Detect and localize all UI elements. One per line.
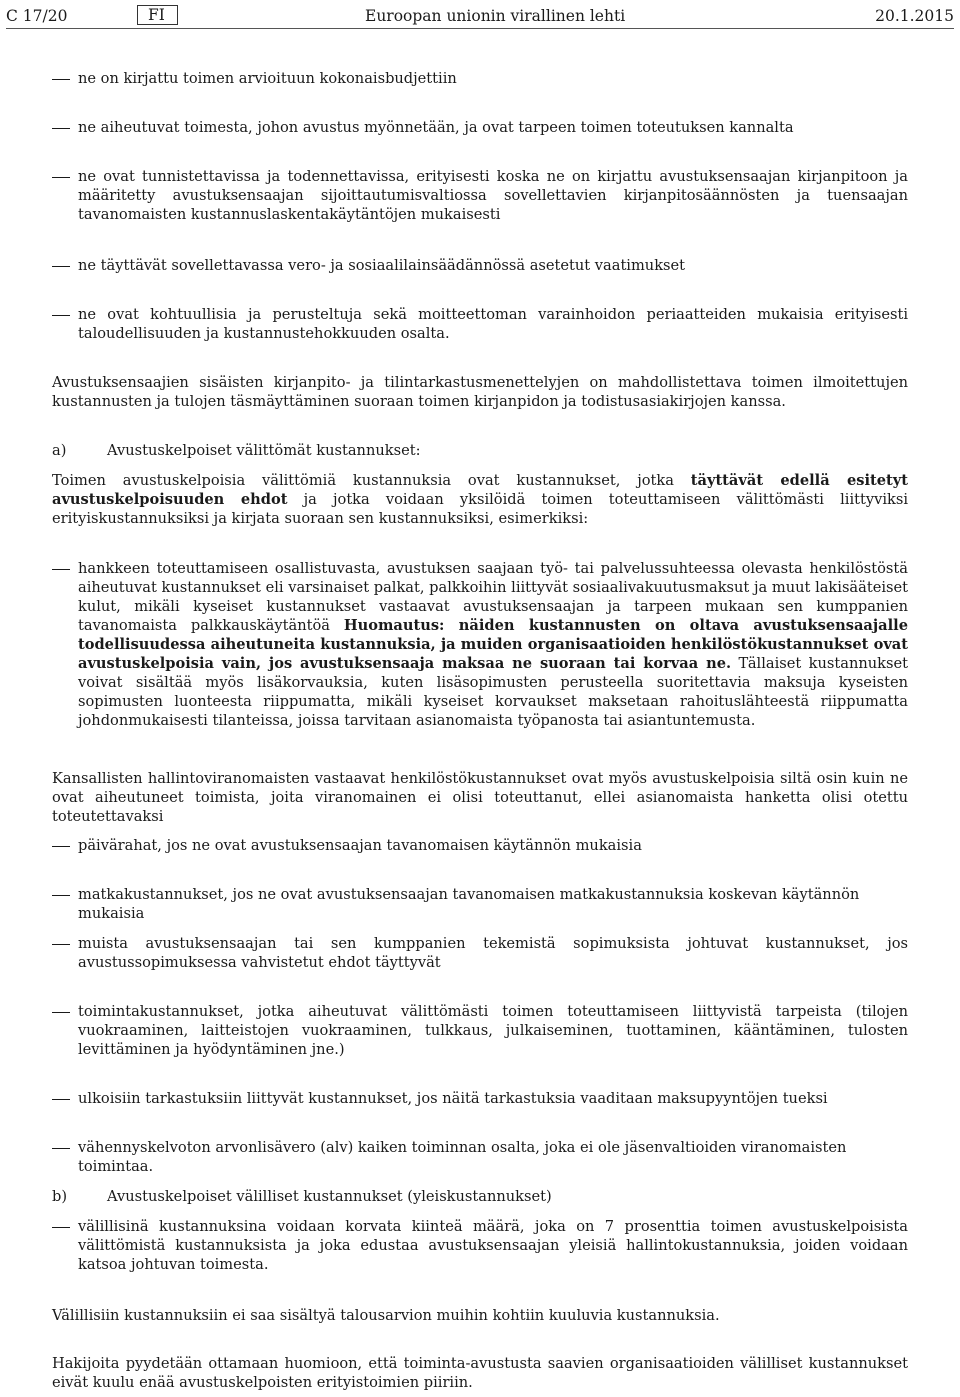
national-authorities-paragraph: Kansallisten hallintoviranomaisten vastaavat henkilöstökustannukset ovat myös avustuskelpoisia siltä osin kuin ne ovat aiheutuneet toimista, joita viranomainen ei olisi toteuttanut, ellei asianomaista hanketta olisi otettu toteutettavaksi (52, 770, 908, 825)
language-code-box: FI (137, 5, 178, 25)
oj-reference: C 17/20 (6, 7, 68, 25)
dash-bullet (52, 1148, 70, 1149)
indirect-costs-paragraph: Välillisiin kustannuksiin ei saa sisältyä talousarvion muihin kohtiin kuuluvia kustannuksia. (52, 1307, 720, 1324)
section-title: Avustuskelpoiset välilliset kustannukset (yleiskustannukset) (107, 1188, 552, 1205)
dash-bullet (52, 569, 70, 570)
list-item: ne ovat kohtuullisia ja perusteltuja sekä moitteettoman varainhoidon periaatteiden mukaisia erityisesti taloudellisuuden ja kustannustehokkuuden osalta. (52, 305, 908, 343)
dash-bullet (52, 266, 70, 267)
reconciliation-paragraph: Avustuksensaajien sisäisten kirjanpito- ja tilintarkastusmenettelyjen on mahdollistettava toimen ilmoitettujen kustannusten ja tulojen täsmäyttäminen suoraan toimen kirjanpidon ja todistusasiakirjojen kanssa. (52, 374, 908, 410)
list-item: matkakustannukset, jos ne ovat avustuksensaajan tavanomaisen matkakustannuksia koskevan käytännön mukaisia (52, 885, 908, 923)
dash-bullet (52, 177, 70, 178)
emphasis: täyttävät edellä esitetyt avustuskelpoisuuden ehdot (52, 472, 908, 508)
publication-date: 20.1.2015 (875, 7, 954, 25)
section-a-heading (52, 441, 908, 460)
dash-bullet (52, 1012, 70, 1013)
note-emphasis: Huomautus: näiden kustannusten on oltava avustuksensaajalle todellisuudessa aiheutuneita kustannuksia, ja muiden organisaatioiden henkilöstökustannukset ovat avustuskelpoisia vain, jos avustuksensaaja maksaa ne suoraan tai korvaa ne. (78, 617, 908, 672)
list-item: ne täyttävät sovellettavassa vero- ja sosiaalilainsäädännössä asetetut vaatimukset (52, 256, 908, 275)
list-item-staff-costs: hankkeen toteuttamiseen osallistuvasta, avustuksen saajaan työ- tai palvelussuhteessa olevasta henkilöstöstä aiheutuvat kustannukset eli varsinaiset palkat, palkkoihin liittyvät sosiaalivakuutusmaksut ja muut lakisääteiset kulut, mikäli kyseiset kustannukset vastaavat avustuksensaajan ja tarpeen mukaan sen kumppanien tavanomaista palkkauskäytäntöä Huomautus: näiden kustannusten on oltava avustuksensaajalle todellisuudessa aiheutuneita kustannuksia, ja muiden organisaatioiden henkilöstökustannukset ovat avustuskelpoisia vain, jos avustuksensaaja maksaa ne suoraan tai korvaa ne. Tällaiset kustannukset voivat sisältää myös lisäkorvauksia, kuten lisäsopimusten perusteella suoritettavia maksuja kyseisten sopimusten luonteesta riippumatta, mikäli kyseiset korvaukset maksetaan rahoituslähteestä riippumatta johdonmukaisesti tilanteissa, joissa tarvitaan asianomaista työpanosta tai asiantuntemusta. (52, 559, 908, 730)
page-header (6, 4, 954, 29)
dash-bullet (52, 846, 70, 847)
dash-bullet (52, 944, 70, 945)
section-title: Avustuskelpoiset välittömät kustannukset: (107, 442, 421, 459)
section-letter: b) (52, 1188, 68, 1205)
dash-bullet (52, 315, 70, 316)
list-item: vähennyskelvoton arvonlisävero (alv) kaiken toiminnan osalta, joka ei ole jäsenvaltioiden viranomaisten toimintaa. (52, 1138, 908, 1176)
list-item: ne ovat tunnistettavissa ja todennettavissa, erityisesti koska ne on kirjattu avustuksensaajan kirjanpitoon ja määritetty avustuksensaajan sijoittautumisvaltiossa sovellettavien kirjanpitosäännösten ja tuensaajan tavanomaisten kustannuslaskentakäytäntöjen mukaisesti (52, 167, 908, 224)
dash-bullet (52, 1099, 70, 1100)
dash-bullet (52, 895, 70, 896)
section-a-intro: Toimen avustuskelpoisia välittömiä kustannuksia ovat kustannukset, jotka täyttävät edellä esitetyt avustuskelpoisuuden ehdot ja jotka voidaan yksilöidä toimen toteuttamiseen välittömästi liittyviksi erityiskustannuksiksi ja kirjata suoraan sen kustannuksiksi, esimerkiksi: (52, 472, 908, 527)
journal-title: Euroopan unionin virallinen lehti (365, 7, 626, 25)
list-item: päivärahat, jos ne ovat avustuksensaajan tavanomaisen käytännön mukaisia (52, 836, 908, 855)
dash-bullet (52, 128, 70, 129)
list-item: ulkoisiin tarkastuksiin liittyvät kustannukset, jos näitä tarkastuksia vaaditaan maksupyyntöjen tueksi (52, 1089, 908, 1108)
list-item: ne on kirjattu toimen arvioituun kokonaisbudjettiin (52, 69, 908, 88)
section-b-heading (52, 1187, 908, 1206)
applicants-note-paragraph: Hakijoita pyydetään ottamaan huomioon, että toiminta-avustusta saavien organisaatioiden välilliset kustannukset eivät kuulu enää avustuskelpoisten erityistoimien piiriin. (52, 1355, 908, 1391)
list-item: muista avustuksensaajan tai sen kumppanien tekemistä sopimuksista johtuvat kustannukset, jos avustussopimuksessa vahvistetut ehdot täyttyvät (52, 934, 908, 972)
list-item-indirect-costs: välillisinä kustannuksina voidaan korvata kiinteä määrä, joka on 7 prosenttia toimen avustuskelpoisista välittömistä kustannuksista ja joka edustaa avustuksensaajan yleisiä hallintokustannuksia, joiden voidaan katsoa johtuvan toimesta. (52, 1217, 908, 1274)
list-item: toimintakustannukset, jotka aiheutuvat välittömästi toimen toteuttamiseen liittyvistä tarpeista (tilojen vuokraaminen, laitteistojen vuokraaminen, tulkkaus, julkaiseminen, tuottaminen, kääntäminen, tulosten levittäminen ja hyödyntäminen jne.) (52, 1002, 908, 1059)
list-item: ne aiheutuvat toimesta, johon avustus myönnetään, ja ovat tarpeen toimen toteutuksen kannalta (52, 118, 908, 137)
section-letter: a) (52, 442, 67, 459)
dash-bullet (52, 79, 70, 80)
dash-bullet (52, 1227, 70, 1228)
